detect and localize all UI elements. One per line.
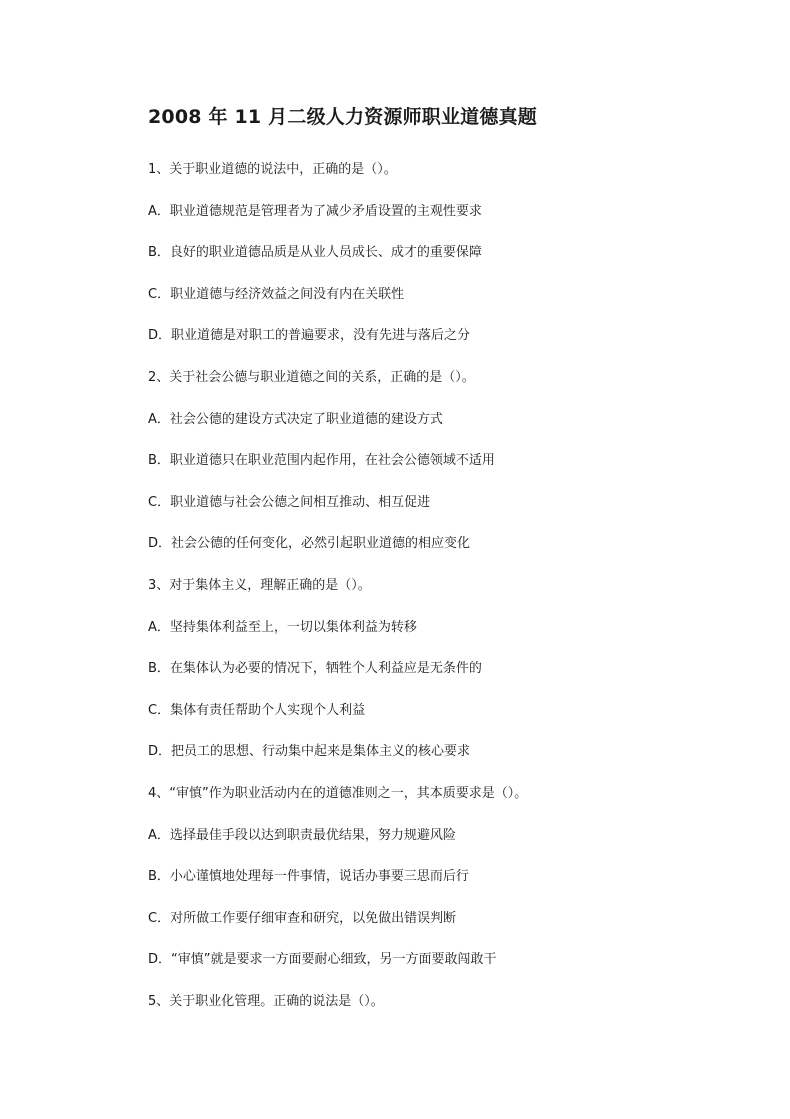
- question-5: 5、关于职业化管理。正确的说法是（）。: [148, 993, 384, 1009]
- question-1-option-a: A．职业道德规范是管理者为了减少矛盾设置的主观性要求: [148, 203, 482, 219]
- document-title: 2008 年 11 月二级人力资源师职业道德真题: [148, 106, 537, 128]
- question-3: 3、对于集体主义，理解正确的是（）。: [148, 577, 371, 593]
- question-1-option-c: C．职业道德与经济效益之间没有内在关联性: [148, 286, 405, 302]
- question-3-option-a: A．坚持集体利益至上，一切以集体利益为转移: [148, 619, 417, 635]
- question-3-option-b: B．在集体认为必要的情况下，牺牲个人利益应是无条件的: [148, 661, 482, 677]
- question-1-option-b: B．良好的职业道德品质是从业人员成长、成才的重要保障: [148, 245, 482, 261]
- question-2-option-b: B．职业道德只在职业范围内起作用，在社会公德领域不适用: [148, 453, 495, 469]
- question-2-option-a: A．社会公德的建设方式决定了职业道德的建设方式: [148, 411, 443, 427]
- question-1-option-d: D．职业道德是对职工的普遍要求，没有先进与落后之分: [148, 328, 471, 344]
- question-3-option-d: D．把员工的思想、行动集中起来是集体主义的核心要求: [148, 744, 471, 760]
- question-4-option-d: D．“审慎”就是要求一方面要耐心细致，另一方面要敢闯敢干: [148, 952, 497, 968]
- question-4-option-a: A．选择最佳手段以达到职责最优结果，努力规避风险: [148, 827, 456, 843]
- question-list: [148, 158, 748, 1031]
- question-4-option-c: C．对所做工作要仔细审查和研究，以免做出错误判断: [148, 910, 457, 926]
- question-4: 4、“审慎”作为职业活动内在的道德准则之一，其本质要求是（）。: [148, 785, 528, 801]
- question-2: 2、关于社会公德与职业道德之间的关系，正确的是（）。: [148, 369, 475, 385]
- question-1: 1、关于职业道德的说法中，正确的是（）。: [148, 162, 397, 177]
- question-2-option-d: D．社会公德的任何变化，必然引起职业道德的相应变化: [148, 536, 471, 552]
- question-2-option-c: C．职业道德与社会公德之间相互推动、相互促进: [148, 494, 431, 510]
- question-3-option-c: C．集体有责任帮助个人实现个人利益: [148, 702, 366, 718]
- question-4-option-b: B．小心谨慎地处理每一件事情，说话办事要三思而后行: [148, 869, 469, 885]
